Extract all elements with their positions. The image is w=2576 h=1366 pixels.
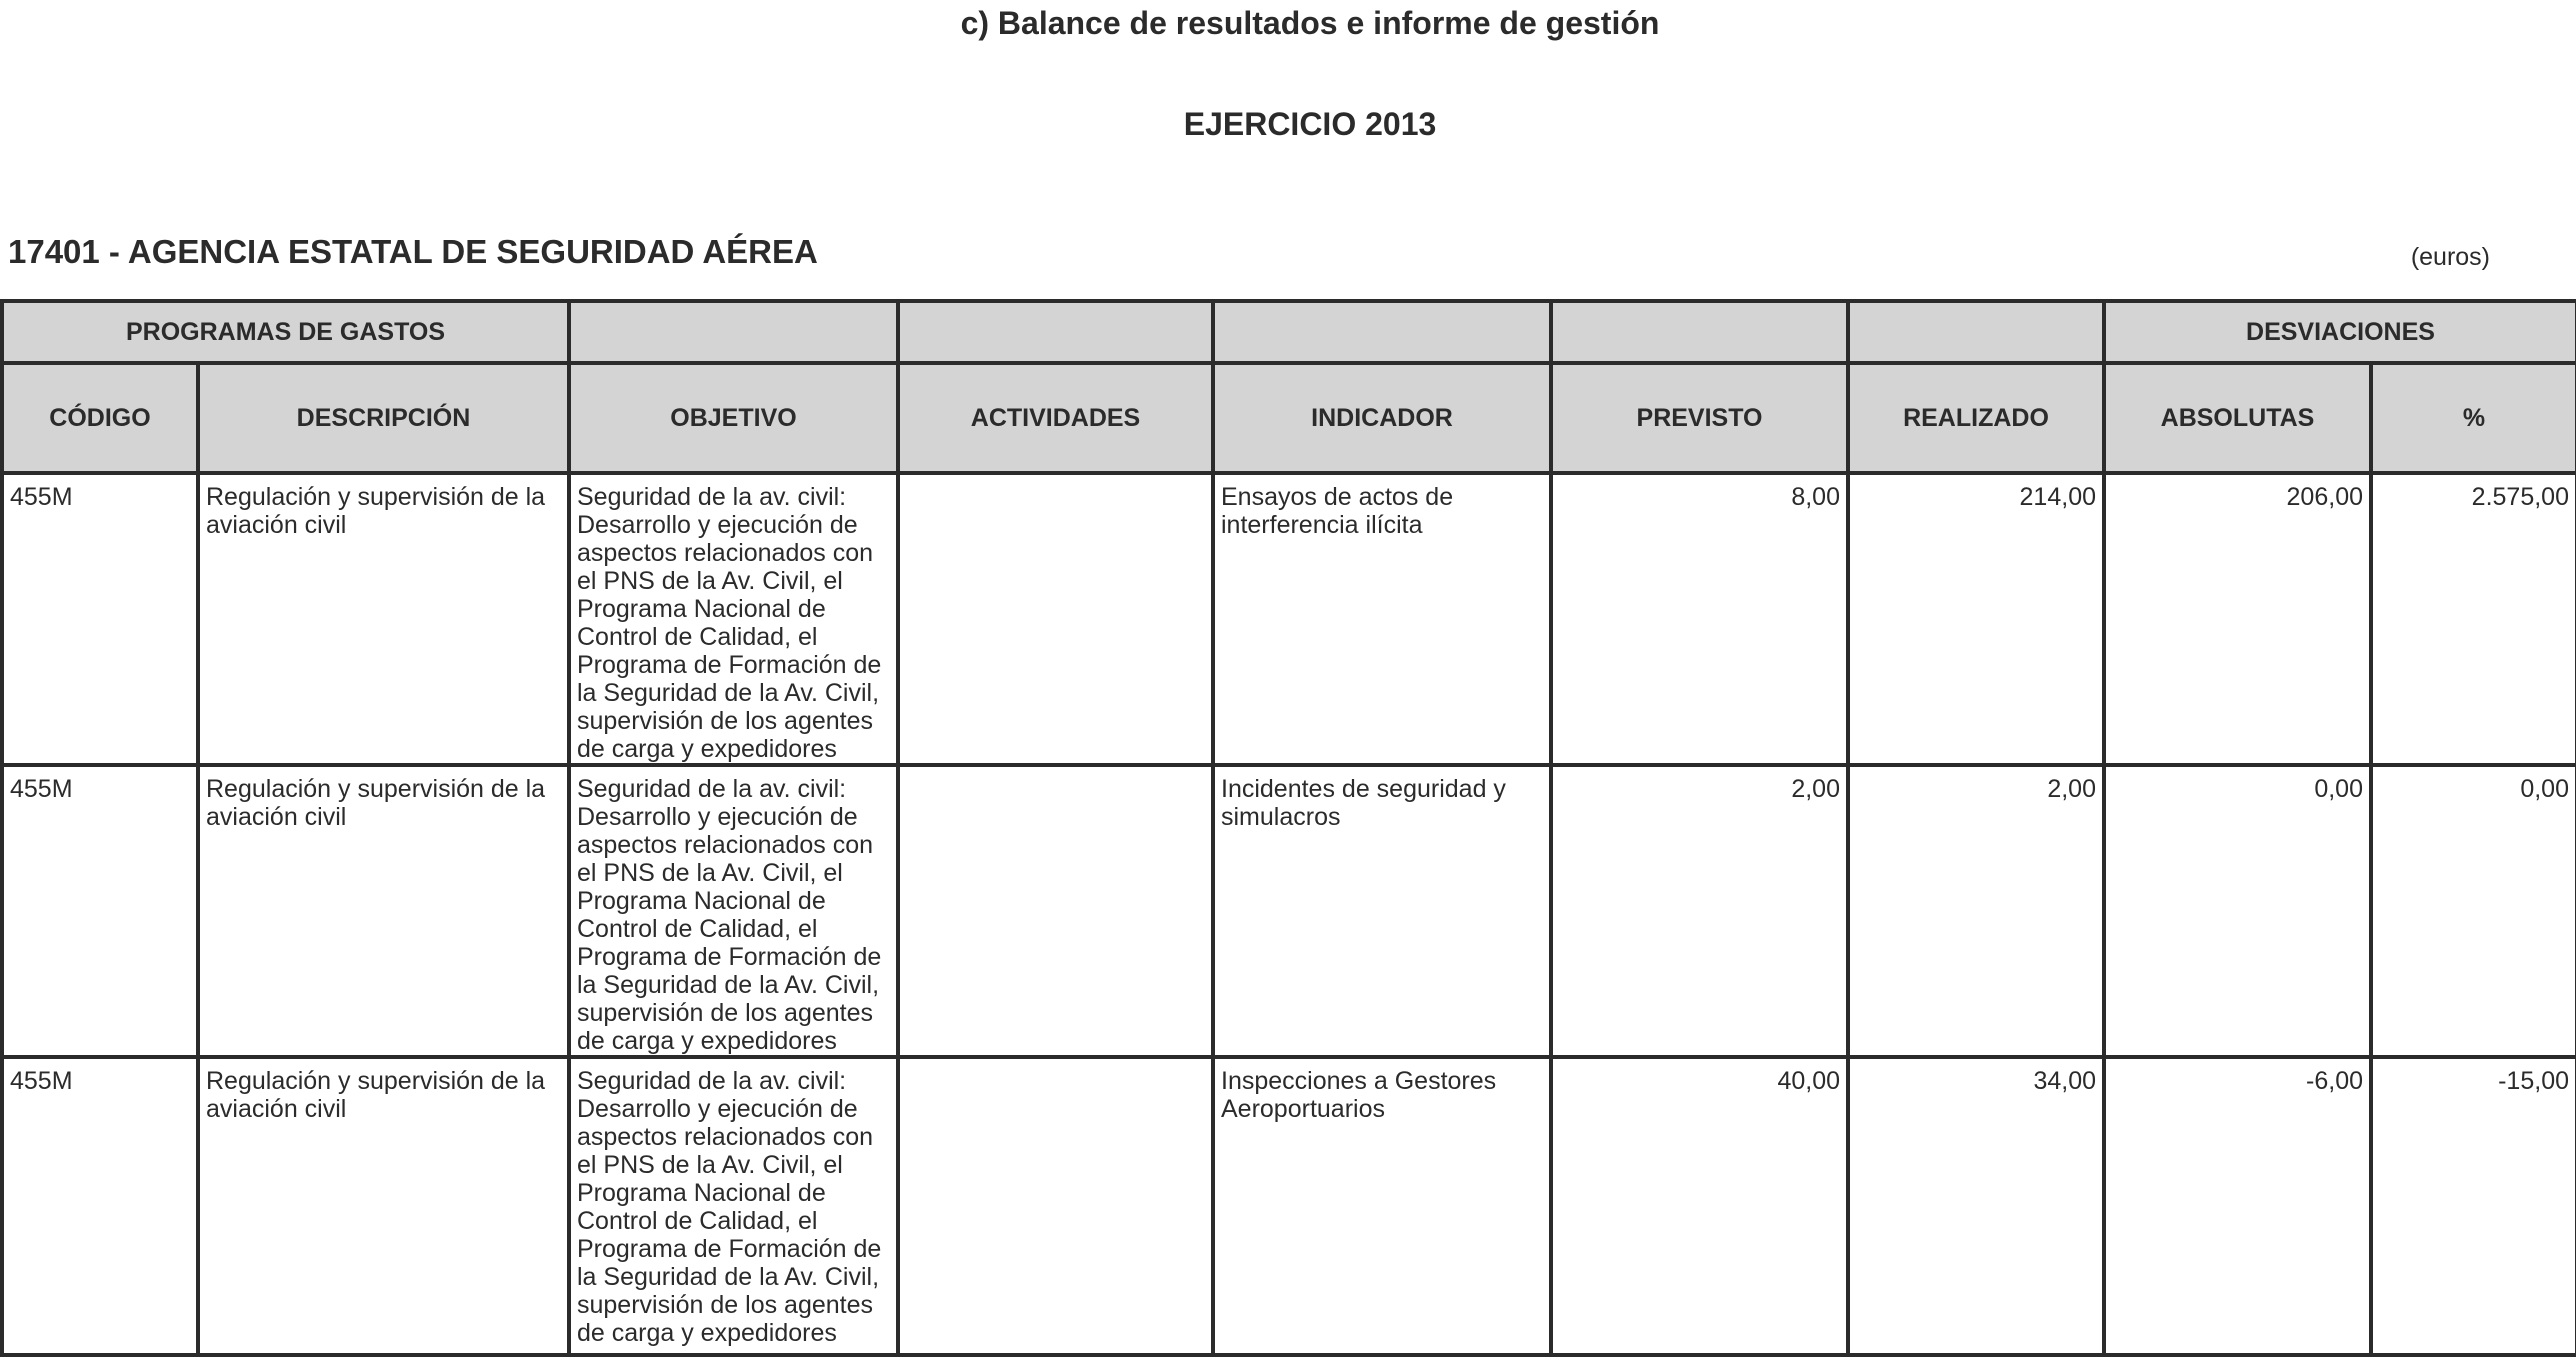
group-header-empty [1848, 301, 2104, 363]
cell-indicador: Incidentes de seguridad y simulacros [1213, 765, 1551, 1057]
cell-codigo: 455M [2, 765, 198, 1057]
cell-actividades [898, 1057, 1213, 1355]
cell-codigo: 455M [2, 1057, 198, 1355]
group-header-row [2, 301, 2576, 363]
cell-descripcion: Regulación y supervisión de la aviación civil [198, 473, 569, 765]
column-header-descripcion: DESCRIPCIÓN [198, 363, 569, 473]
cell-indicador: Ensayos de actos de interferencia ilícita [1213, 473, 1551, 765]
cell-absolutas: -6,00 [2104, 1057, 2371, 1355]
cell-realizado: 2,00 [1848, 765, 2104, 1057]
cell-porcentaje: -15,00 [2371, 1057, 2576, 1355]
column-header-porcentaje: % [2371, 363, 2576, 473]
column-header-row [2, 363, 2576, 473]
column-header-codigo: CÓDIGO [2, 363, 198, 473]
cell-objetivo: Seguridad de la av. civil: Desarrollo y ejecución de aspectos relacionados con el PNS de la Av. Civil, el Programa Nacional de Control de Calidad, el Programa de Formación de la Seguridad de la Av. Civil, supervisión de los agentes de carga y expedidores [569, 765, 898, 1057]
cell-actividades [898, 765, 1213, 1057]
cell-objetivo: Seguridad de la av. civil: Desarrollo y ejecución de aspectos relacionados con el PNS de la Av. Civil, el Programa Nacional de Control de Calidad, el Programa de Formación de la Seguridad de la Av. Civil, supervisión de los agentes de carga y expedidores [569, 1057, 898, 1355]
column-header-objetivo: OBJETIVO [569, 363, 898, 473]
results-table [0, 299, 2576, 1357]
cell-porcentaje: 0,00 [2371, 765, 2576, 1057]
column-header-absolutas: ABSOLUTAS [2104, 363, 2371, 473]
column-header-realizado: REALIZADO [1848, 363, 2104, 473]
group-header-empty [1213, 301, 1551, 363]
cell-objetivo: Seguridad de la av. civil: Desarrollo y ejecución de aspectos relacionados con el PNS de la Av. Civil, el Programa Nacional de Control de Calidad, el Programa de Formación de la Seguridad de la Av. Civil, supervisión de los agentes de carga y expedidores [569, 473, 898, 765]
cell-descripcion: Regulación y supervisión de la aviación civil [198, 1057, 569, 1355]
group-header-desviaciones: DESVIACIONES [2104, 301, 2576, 363]
cell-actividades [898, 473, 1213, 765]
report-title: c) Balance de resultados e informe de gestión [960, 5, 1660, 41]
column-header-actividades: ACTIVIDADES [898, 363, 1213, 473]
cell-previsto: 8,00 [1551, 473, 1848, 765]
units-label: (euros) [2410, 243, 2490, 271]
cell-realizado: 214,00 [1848, 473, 2104, 765]
cell-realizado: 34,00 [1848, 1057, 2104, 1355]
cell-absolutas: 206,00 [2104, 473, 2371, 765]
group-header-empty [898, 301, 1213, 363]
column-header-previsto: PREVISTO [1551, 363, 1848, 473]
table-row [2, 1057, 2576, 1355]
group-header-empty [569, 301, 898, 363]
table-row [2, 765, 2576, 1057]
cell-indicador: Inspecciones a Gestores Aeroportuarios [1213, 1057, 1551, 1355]
group-header-programas: PROGRAMAS DE GASTOS [2, 301, 569, 363]
cell-descripcion: Regulación y supervisión de la aviación civil [198, 765, 569, 1057]
cell-absolutas: 0,00 [2104, 765, 2371, 1057]
group-header-empty [1551, 301, 1848, 363]
fiscal-year-label: EJERCICIO 2013 [1183, 106, 1437, 142]
table-row [2, 473, 2576, 765]
cell-porcentaje: 2.575,00 [2371, 473, 2576, 765]
cell-previsto: 2,00 [1551, 765, 1848, 1057]
entity-heading: 17401 - AGENCIA ESTATAL DE SEGURIDAD AÉREA [8, 233, 818, 270]
column-header-indicador: INDICADOR [1213, 363, 1551, 473]
cell-codigo: 455M [2, 473, 198, 765]
cell-previsto: 40,00 [1551, 1057, 1848, 1355]
